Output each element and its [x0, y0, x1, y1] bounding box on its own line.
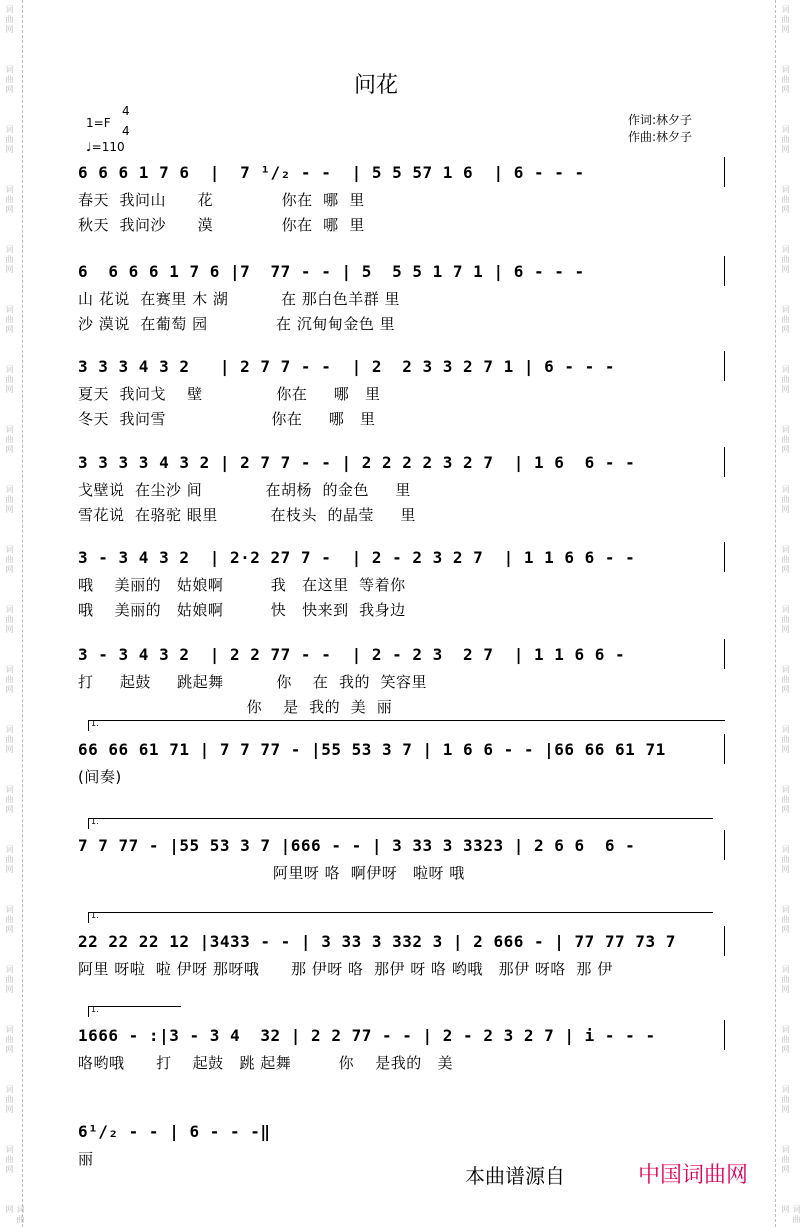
staff-end-barline	[724, 542, 725, 572]
lyric-line: 春天 我问山 花 你在 哪 里	[78, 191, 365, 209]
watermark-text: 词曲网	[5, 185, 14, 215]
composer-credit: 作曲:林夕子	[628, 130, 693, 144]
watermark-text: 词曲网	[781, 305, 790, 335]
watermark-text: 词曲网	[5, 545, 14, 575]
watermark-text: 词曲网	[5, 425, 14, 455]
watermark-text: 词曲网	[781, 125, 790, 155]
volta-label: 1.	[91, 719, 99, 728]
watermark-text: 词曲网	[781, 65, 790, 95]
lyric-line: 夏天 我问戈 壁 你在 哪 里	[78, 385, 381, 403]
watermark-text: 词曲网	[781, 5, 790, 35]
watermark-text: 词曲网	[781, 725, 790, 755]
watermark-text: 词曲网	[5, 5, 14, 35]
watermark-text: 词曲网	[781, 905, 790, 935]
staff-notes: 6 6 6 1 7 6 | 7 ¹/₂ - - | 5 5 57 1 6 | 6 - - -	[78, 163, 585, 182]
watermark-text: 词曲网	[781, 485, 790, 515]
volta-bracket	[88, 818, 713, 829]
tempo-marking: ♩=110	[86, 140, 125, 154]
lyric-line: 你 是 我的 美 丽	[78, 698, 393, 716]
lyric-line: 山 花说 在赛里 木 湖 在 那白色羊群 里	[78, 290, 401, 308]
staff-end-barline	[724, 351, 725, 381]
source-label: 本曲谱源自	[465, 1164, 565, 1188]
lyric-line: 哦 美丽的 姑娘啊 快 快来到 我身边	[78, 601, 406, 619]
lyric-line: 丽	[78, 1150, 94, 1168]
lyricist-credit: 作词:林夕子	[628, 113, 693, 127]
lyric-line: 戈壁说 在尘沙 间 在胡杨 的金色 里	[78, 481, 411, 499]
lyric-line: 阿里 呀啦 啦 伊呀 那呀哦 那 伊呀 咯 那伊 呀 咯 哟哦 那伊 呀咯 那 伊	[78, 960, 613, 978]
time-signature-top: 4	[122, 104, 130, 118]
key-signature: 1=F	[86, 116, 111, 130]
watermark-text: 词曲网	[5, 1085, 14, 1115]
watermark-text: 词曲网	[781, 245, 790, 275]
watermark-text: 词曲网	[781, 845, 790, 875]
watermark-text: 词曲网	[781, 425, 790, 455]
volta-label: 1.	[91, 817, 99, 826]
staff-end-barline	[724, 157, 725, 187]
lyric-line: 阿里呀 咯 啊伊呀 啦呀 哦	[78, 864, 465, 882]
watermark-text: 词曲网	[5, 665, 14, 695]
watermark-text: 词曲网	[5, 605, 14, 635]
staff-notes: 1666 - :|3 - 3 4 32 | 2 2 77 - - | 2 - 2 3 2 7 | i - - -	[78, 1026, 656, 1045]
lyric-line: 秋天 我问沙 漠 你在 哪 里	[78, 216, 365, 234]
staff-notes: 3 - 3 4 3 2 | 2·2 27 7 - | 2 - 2 3 2 7 | 1 1 6 6 - -	[78, 548, 636, 567]
lyric-line: 雪花说 在骆驼 眼里 在枝头 的晶莹 里	[78, 506, 416, 524]
staff-end-barline	[724, 639, 725, 669]
staff-notes: 66 66 61 71 | 7 7 77 - |55 53 3 7 | 1 6 6 - - |66 66 61 71	[78, 740, 666, 759]
volta-bracket	[88, 912, 713, 923]
staff-end-barline	[724, 926, 725, 956]
staff-notes: 3 - 3 4 3 2 | 2 2 77 - - | 2 - 2 3 2 7 | 1 1 6 6 -	[78, 645, 626, 664]
lyric-line: (间奏)	[78, 768, 122, 786]
watermark-text: 词曲网	[5, 245, 14, 275]
watermark-text: 词曲网	[781, 365, 790, 395]
watermark-text: 词曲网	[781, 1205, 801, 1225]
watermark-text: 词曲网	[781, 1145, 790, 1175]
watermark-text: 词曲网	[5, 485, 14, 515]
tempo-value: =110	[91, 140, 125, 154]
watermark-text: 词曲网	[781, 965, 790, 995]
lyric-line: 沙 漠说 在葡萄 园 在 沉甸甸金色 里	[78, 315, 396, 333]
watermark-text: 词曲网	[5, 65, 14, 95]
watermark-text: 词曲网	[781, 1085, 790, 1115]
watermark-text: 词曲网	[5, 1205, 25, 1225]
watermark-text: 词曲网	[5, 845, 14, 875]
watermark-text: 词曲网	[781, 545, 790, 575]
watermark-text: 词曲网	[5, 305, 14, 335]
staff-end-barline	[724, 447, 725, 477]
lyric-line: 冬天 我问雪 你在 哪 里	[78, 410, 376, 428]
watermark-text: 词曲网	[5, 125, 14, 155]
staff-notes: 3 3 3 3 4 3 2 | 2 7 7 - - | 2 2 2 2 3 2 7 | 1 6 6 - -	[78, 453, 636, 472]
lyric-line: 咯哟哦 打 起鼓 跳 起舞 你 是我的 美	[78, 1054, 454, 1072]
watermark-text: 词曲网	[5, 785, 14, 815]
watermark-text: 词曲网	[5, 965, 14, 995]
watermark-text: 词曲网	[5, 1145, 14, 1175]
volta-bracket	[88, 1006, 181, 1017]
staff-notes: 7 7 77 - |55 53 3 7 |666 - - | 3 33 3 3323 | 2 6 6 6 -	[78, 836, 636, 855]
watermark-text: 词曲网	[5, 905, 14, 935]
watermark-text: 词曲网	[5, 725, 14, 755]
watermark-text: 词曲网	[5, 365, 14, 395]
staff-notes: 3 3 3 4 3 2 | 2 7 7 - - | 2 2 3 3 2 7 1 | 6 - - -	[78, 357, 616, 376]
staff-end-barline	[724, 256, 725, 286]
song-title: 问花	[354, 73, 399, 98]
staff-notes: 6 6 6 6 1 7 6 |7 77 - - | 5 5 5 1 7 1 | 6 - - -	[78, 262, 585, 281]
staff-end-barline	[724, 1020, 725, 1050]
staff-end-barline	[724, 734, 725, 764]
lyric-line: 打 起鼓 跳起舞 你 在 我的 笑容里	[78, 673, 428, 691]
volta-bracket	[88, 720, 725, 731]
lyric-line: 哦 美丽的 姑娘啊 我 在这里 等着你	[78, 576, 406, 594]
volta-label: 1.	[91, 1005, 99, 1014]
watermark-text: 词曲网	[781, 185, 790, 215]
volta-label: 1.	[91, 911, 99, 920]
staff-notes: 22 22 22 12 |3433 - - | 3 33 3 332 3 | 2 666 - | 77 77 73 7	[78, 932, 676, 951]
staff-end-barline	[724, 830, 725, 860]
time-signature-bottom: 4	[122, 124, 130, 138]
watermark-text: 词曲网	[781, 605, 790, 635]
watermark-text: 词曲网	[781, 1025, 790, 1055]
watermark-text: 词曲网	[781, 785, 790, 815]
watermark-text: 词曲网	[781, 665, 790, 695]
staff-notes: 6¹/₂ - - | 6 - - -‖	[78, 1122, 271, 1141]
watermark-text: 词曲网	[5, 1025, 14, 1055]
site-logo[interactable]: 中国词曲网	[638, 1163, 749, 1188]
